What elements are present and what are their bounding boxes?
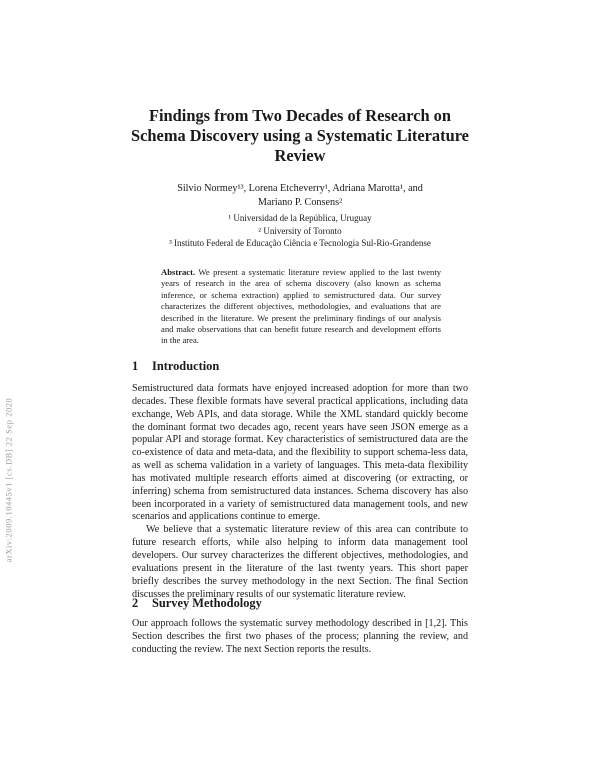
abstract-label: Abstract.	[161, 267, 196, 277]
paper-title	[100, 106, 500, 166]
author-line: Mariano P. Consens²	[257, 197, 343, 208]
section-title: Survey Methodology	[152, 596, 262, 610]
paragraph: We believe that a systematic literature review of this area can contribute to future research efforts, while also helping to inform data management tool developers. Our survey characterizes the different objectives, methodologies, and evaluations present in the literature of the last twenty years. This short paper briefly describes the survey methodology in the next Section. The final Section discusses the preliminary results of our systematic literature review.	[132, 524, 468, 600]
arxiv-sidebar-stamp	[2, 360, 16, 600]
title-line: Review	[274, 146, 326, 165]
arxiv-identifier: arXiv:2009.10445v1 [cs.DB] 22 Sep 2020	[4, 397, 14, 563]
introduction-body	[132, 383, 468, 601]
section-heading-survey-methodology	[132, 595, 262, 611]
title-line: Findings from Two Decades of Research on	[148, 106, 451, 125]
section-number: 1	[132, 359, 139, 373]
affiliation: ¹ Universidad de la República, Uruguay	[228, 213, 372, 223]
affiliation: ³ Instituto Federal de Educação Ciência e Tecnologia Sul-Rio-Grandense	[169, 238, 431, 248]
abstract	[161, 267, 441, 347]
abstract-text: We present a systematic literature review applied to the last twenty years of research in the area of schema discovery (also known as schema inference, or schema extraction) applied to semistructured data. Our survey characterizes the different objectives, methodologies, and evaluations that are described in the literature. We present the preliminary findings of our analysis and make observations that can benefit future research and development efforts in the area.	[161, 267, 442, 346]
section-number: 2	[132, 596, 139, 610]
author-list	[120, 182, 480, 210]
author-line: Silvio Normey¹³, Lorena Etcheverry¹, Adriana Marotta¹, and	[177, 183, 423, 194]
paragraph: Our approach follows the systematic survey methodology described in [1,2]. This Section describes the first two phases of the process; planning the review, and conducting the review. The next Section reports the results.	[132, 618, 468, 655]
survey-methodology-body	[132, 618, 468, 657]
title-line: Schema Discovery using a Systematic Literature	[131, 126, 469, 145]
affiliation: ² University of Toronto	[258, 225, 342, 236]
section-heading-introduction	[132, 358, 219, 374]
paragraph: Semistructured data formats have enjoyed increased adoption for more than two decades. These flexible formats have several practical applications, including data exchange, Web APIs, and data storage. While the XML standard quickly become the dominant format two decades ago, recent years have seen JSON emerge as a popular API and storage format. Key characteristics of semistructured data are the co-existence of data and meta-data, and the flexibility to support schema-less data, as well as schema validation in a variety of languages. This meta-data flexibility has motivated multiple research efforts aimed at discovering (or extracting, or inferring) schema from semistructured data instances. Schema discovery has also been incorporated in a variety of semistructured data management tools, and new scenarios and applications continue to emerge.	[132, 383, 468, 523]
affiliations	[120, 212, 480, 250]
section-title: Introduction	[152, 359, 220, 373]
